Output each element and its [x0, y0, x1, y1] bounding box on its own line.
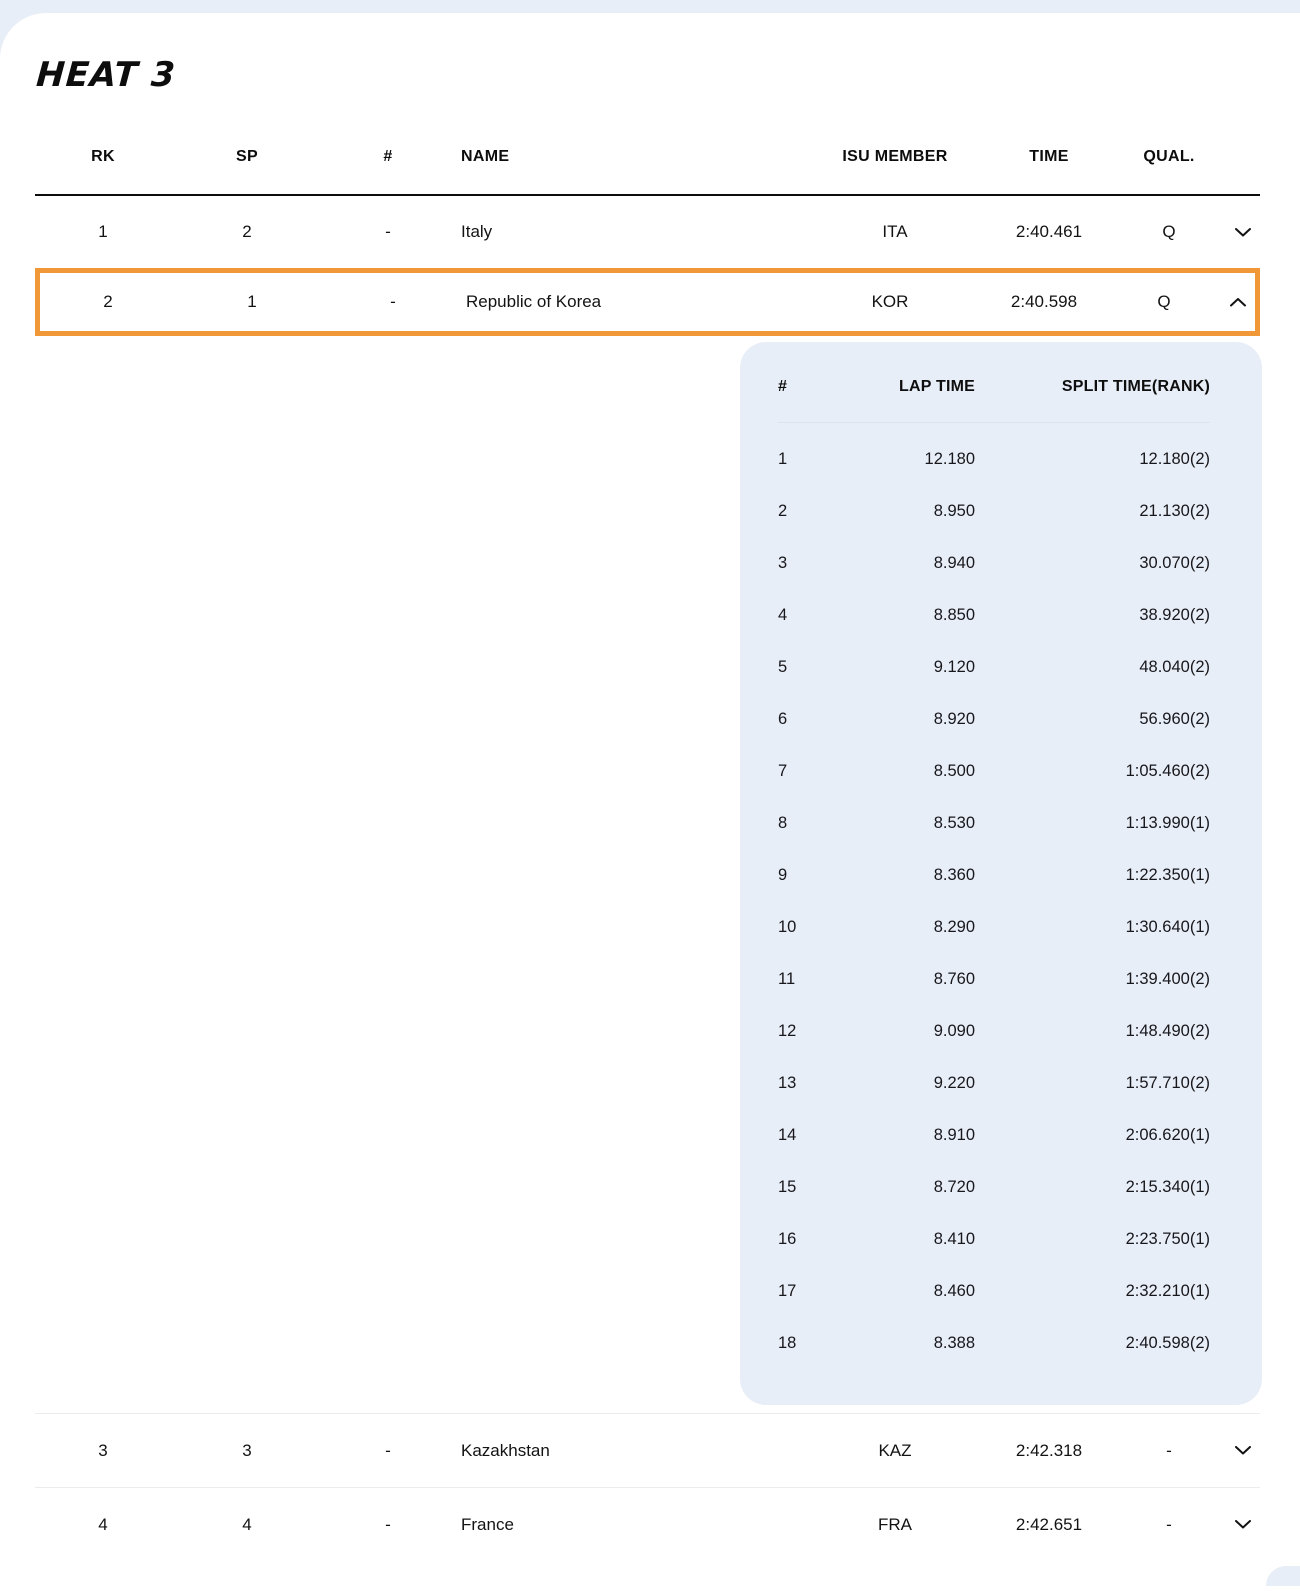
lap-row [778, 1213, 1210, 1265]
split-time-value: 21.130(2) [1139, 501, 1210, 520]
lap-time-value: 8.920 [933, 709, 975, 728]
start-position-cell: 3 [242, 1440, 252, 1460]
number-cell: - [390, 292, 396, 311]
lap-time-value: 8.850 [933, 605, 975, 624]
lap-table-header [778, 378, 1210, 423]
lap-row [778, 901, 1210, 953]
split-time-value: 2:32.210(1) [1125, 1281, 1210, 1300]
header-rank: RK [91, 148, 115, 165]
result-row-republic-of-korea[interactable] [40, 273, 1255, 331]
lap-row [778, 1317, 1210, 1369]
lap-time-value: 8.410 [933, 1229, 975, 1248]
lap-number: 4 [778, 605, 788, 624]
split-time-value: 56.960(2) [1139, 709, 1210, 728]
split-time-value: 1:57.710(2) [1125, 1073, 1210, 1092]
lap-number: 9 [778, 865, 788, 884]
lap-time-value: 12.180 [924, 449, 975, 468]
lap-time-value: 9.090 [933, 1021, 975, 1040]
header-isu-member: ISU MEMBER [842, 148, 948, 165]
lap-rows [778, 433, 1210, 1369]
lap-time-value: 9.120 [933, 657, 975, 676]
qual-cell: - [1166, 1514, 1172, 1534]
split-time-value: 2:23.750(1) [1125, 1229, 1210, 1248]
chevron-down-icon[interactable] [1225, 1520, 1260, 1529]
lap-number: 10 [778, 917, 797, 936]
lap-time-value: 8.460 [933, 1281, 975, 1300]
chevron-down-icon[interactable] [1225, 228, 1260, 237]
start-position-cell: 4 [242, 1514, 252, 1534]
time-cell: 2:40.598 [1010, 292, 1078, 311]
lap-header-split-time: SPLIT TIME(RANK) [1061, 378, 1210, 395]
name-cell: Republic of Korea [466, 292, 602, 311]
rank-cell: 2 [103, 292, 113, 311]
lap-time-value: 9.220 [933, 1073, 975, 1092]
number-cell: - [385, 222, 391, 241]
number-cell: - [385, 1440, 391, 1460]
name-cell: Italy [461, 222, 493, 241]
split-time-value: 1:22.350(1) [1125, 865, 1210, 884]
lap-time-value: 8.290 [933, 917, 975, 936]
lap-row [778, 1109, 1210, 1161]
header-start-position: SP [236, 148, 258, 165]
start-position-cell: 1 [247, 292, 257, 311]
lap-row [778, 433, 1210, 485]
split-time-value: 48.040(2) [1139, 657, 1210, 676]
lap-header-lap-time: LAP TIME [899, 378, 975, 395]
lap-number: 1 [778, 449, 788, 468]
page-title: HEAT 3 [35, 55, 178, 95]
number-cell: - [385, 1514, 391, 1534]
lap-row [778, 485, 1210, 537]
chevron-down-icon[interactable] [1225, 1446, 1260, 1455]
name-cell: Kazakhstan [461, 1440, 550, 1460]
split-time-value: 1:30.640(1) [1125, 917, 1210, 936]
name-cell: France [461, 1514, 514, 1534]
split-time-value: 12.180(2) [1139, 449, 1210, 468]
member-cell: ITA [882, 222, 908, 241]
lap-row [778, 1005, 1210, 1057]
lap-row [778, 745, 1210, 797]
member-cell: FRA [878, 1514, 912, 1534]
lap-number: 17 [778, 1281, 797, 1300]
selected-row-highlight [35, 268, 1260, 336]
lap-number: 5 [778, 657, 788, 676]
lap-time-value: 8.388 [933, 1333, 975, 1352]
member-cell: KOR [871, 292, 909, 311]
lap-row [778, 953, 1210, 1005]
result-row-kazakhstan[interactable] [35, 1413, 1260, 1487]
split-time-value: 1:39.400(2) [1125, 969, 1210, 988]
lap-number: 7 [778, 761, 788, 780]
split-time-value: 1:48.490(2) [1125, 1021, 1210, 1040]
result-row-france[interactable] [35, 1487, 1260, 1561]
lap-number: 13 [778, 1073, 797, 1092]
lap-time-value: 8.720 [933, 1177, 975, 1196]
header-number: # [383, 148, 393, 165]
lap-number: 11 [778, 969, 796, 988]
lap-split-panel [740, 342, 1262, 1405]
chevron-up-icon[interactable] [1220, 298, 1255, 307]
lap-header-number: # [778, 378, 788, 395]
lap-time-value: 8.950 [933, 501, 975, 520]
time-cell: 2:42.651 [1015, 1514, 1083, 1534]
split-time-value: 30.070(2) [1139, 553, 1210, 572]
lap-number: 3 [778, 553, 788, 572]
split-time-value: 2:06.620(1) [1125, 1125, 1210, 1144]
lap-time-value: 8.530 [933, 813, 975, 832]
lap-row [778, 537, 1210, 589]
rank-cell: 1 [98, 222, 108, 241]
lap-time-value: 8.500 [933, 761, 975, 780]
start-position-cell: 2 [242, 222, 252, 241]
lap-row [778, 641, 1210, 693]
lap-time-value: 8.360 [933, 865, 975, 884]
qual-cell: - [1166, 1440, 1172, 1460]
lap-number: 12 [778, 1021, 797, 1040]
lap-number: 16 [778, 1229, 797, 1248]
split-time-value: 2:15.340(1) [1125, 1177, 1210, 1196]
header-qual: QUAL. [1143, 148, 1195, 165]
rank-cell: 4 [98, 1514, 108, 1534]
split-time-value: 2:40.598(2) [1125, 1333, 1210, 1352]
lap-row [778, 1161, 1210, 1213]
lap-number: 18 [778, 1333, 797, 1352]
lap-row [778, 1057, 1210, 1109]
rank-cell: 3 [98, 1440, 108, 1460]
qual-cell: Q [1162, 222, 1176, 241]
split-time-value: 1:13.990(1) [1125, 813, 1210, 832]
lap-number: 8 [778, 813, 788, 832]
lap-number: 6 [778, 709, 788, 728]
lap-row [778, 1265, 1210, 1317]
split-time-value: 38.920(2) [1139, 605, 1210, 624]
lap-number: 15 [778, 1177, 797, 1196]
lap-row [778, 797, 1210, 849]
lap-number: 14 [778, 1125, 797, 1144]
time-cell: 2:40.461 [1015, 222, 1083, 241]
lap-time-value: 8.940 [933, 553, 975, 572]
results-table-header [35, 120, 1260, 196]
time-cell: 2:42.318 [1015, 1440, 1083, 1460]
split-time-value: 1:05.460(2) [1125, 761, 1210, 780]
lap-number: 2 [778, 501, 788, 520]
result-row-italy[interactable] [35, 196, 1260, 268]
header-name: NAME [461, 148, 510, 165]
lap-row [778, 589, 1210, 641]
header-time: TIME [1029, 148, 1069, 165]
qual-cell: Q [1157, 292, 1171, 311]
results-card [0, 13, 1300, 1591]
lap-time-value: 8.910 [933, 1125, 975, 1144]
lap-row [778, 693, 1210, 745]
lap-row [778, 849, 1210, 901]
member-cell: KAZ [878, 1440, 912, 1460]
lap-time-value: 8.760 [933, 969, 975, 988]
